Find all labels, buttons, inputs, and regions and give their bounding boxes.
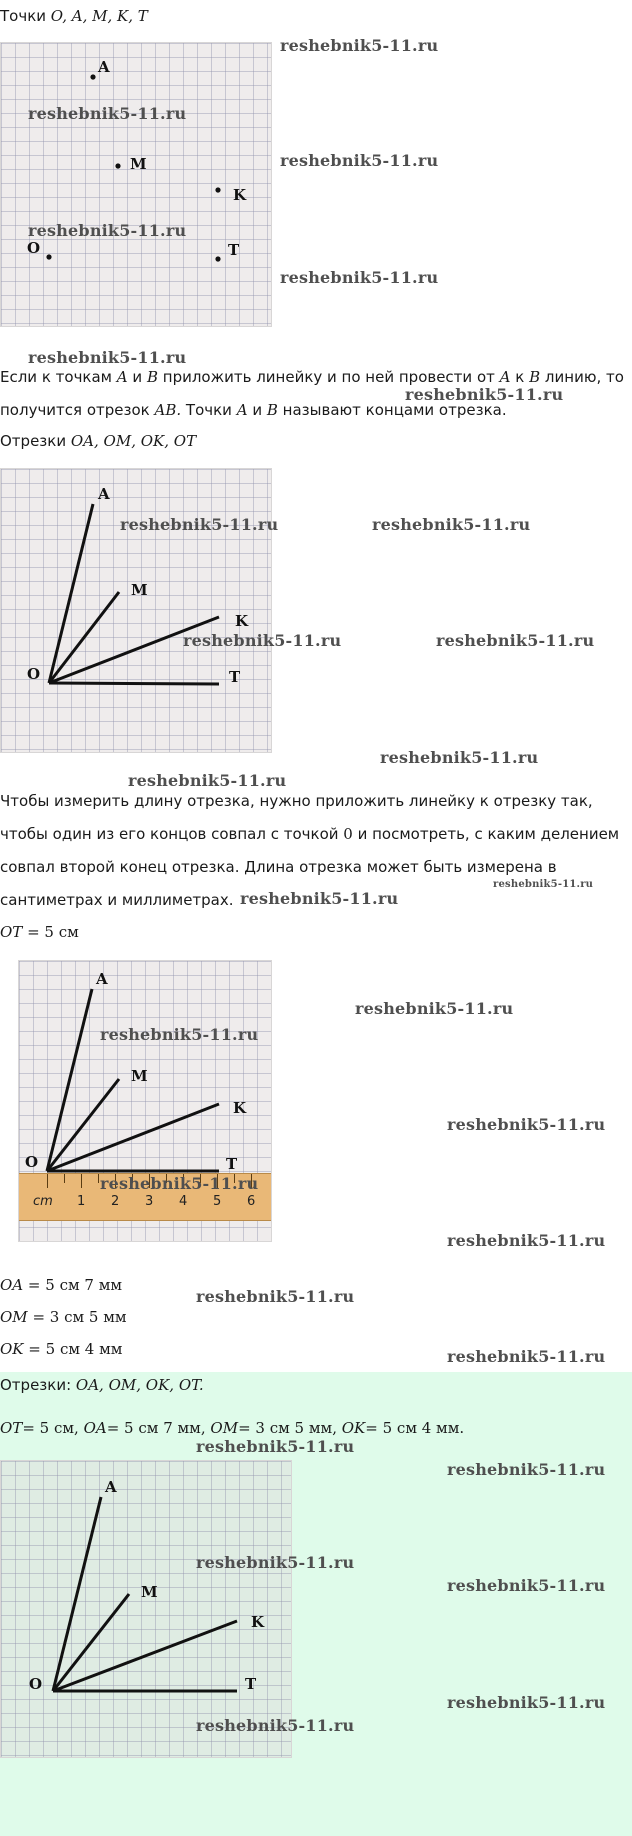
point-m-label: M	[131, 581, 148, 599]
watermark: reshebnik5-11.ru	[493, 879, 594, 890]
text-fragment: OT	[0, 1419, 23, 1437]
text-fragment: чтобы один из его концов совпал с точкой	[0, 825, 339, 843]
point-o-label: O	[25, 1153, 39, 1171]
text-fragment: OT	[0, 923, 23, 941]
text-fragment: = 5 см,	[22, 1419, 79, 1437]
points-figure	[0, 42, 272, 327]
point-t-label: T	[228, 241, 240, 259]
point-m-label: M	[131, 1067, 148, 1085]
watermark: reshebnik5-11.ru	[240, 889, 399, 908]
ruler-tick	[98, 1174, 99, 1183]
watermark: reshebnik5-11.ru	[128, 771, 287, 790]
watermark: reshebnik5-11.ru	[280, 151, 439, 170]
watermark: reshebnik5-11.ru	[196, 1716, 355, 1735]
text-fragment: Точки	[0, 7, 47, 25]
text-fragment: и	[252, 401, 263, 419]
text-fragment: Отрезки	[0, 432, 67, 450]
om-length	[0, 1307, 127, 1327]
oa-length	[0, 1275, 122, 1295]
watermark: reshebnik5-11.ru	[380, 748, 539, 767]
point-k-label: K	[233, 1099, 247, 1117]
ruler-number: 3	[145, 1194, 154, 1209]
point-t-label: T	[229, 668, 241, 686]
text-fragment: и посмотреть, с каким делением	[357, 825, 620, 843]
points-caption	[0, 6, 148, 26]
ruler-unit-label: cm	[33, 1194, 53, 1209]
answer-lengths	[0, 1418, 464, 1438]
text-fragment: OM	[210, 1419, 239, 1437]
point-o-label: O	[27, 665, 41, 683]
text-fragment: Если к точкам	[0, 368, 113, 386]
text-fragment: приложить линейку и по ней провести от	[162, 368, 495, 386]
watermark: reshebnik5-11.ru	[280, 36, 439, 55]
ok-length	[0, 1339, 122, 1359]
ruler-tick	[64, 1174, 65, 1183]
point-a-label: A	[98, 58, 110, 76]
watermark: reshebnik5-11.ru	[447, 1576, 606, 1595]
ruler-number: 6	[247, 1194, 256, 1209]
point-m-label: M	[141, 1583, 158, 1601]
point-k-dot	[215, 187, 220, 192]
measure-text-line-4: сантиметрах и миллиметрах.	[0, 891, 234, 909]
text-fragment: AB.	[154, 401, 182, 419]
answer-figure	[0, 1460, 292, 1758]
text-fragment: = 5 см 7 мм,	[106, 1419, 206, 1437]
text-fragment: A	[499, 368, 511, 386]
segment-definition-line-2	[0, 400, 507, 420]
point-o-label: O	[27, 239, 41, 257]
text-fragment: = 3 см 5 мм,	[238, 1419, 337, 1437]
text-fragment: OA, OM, OK, OT.	[75, 1376, 204, 1394]
point-k-label: K	[235, 612, 249, 630]
text-fragment: OA	[0, 1276, 24, 1294]
text-fragment: = 5 см 4 мм.	[365, 1419, 465, 1437]
point-t-label: T	[245, 1675, 257, 1693]
text-fragment: линию, то	[544, 368, 624, 386]
text-fragment: OK	[341, 1419, 366, 1437]
point-t-label: T	[226, 1155, 238, 1173]
watermark: reshebnik5-11.ru	[372, 515, 531, 534]
text-fragment: B	[146, 368, 158, 386]
watermark: reshebnik5-11.ru	[447, 1693, 606, 1712]
ruler-figure	[18, 960, 272, 1242]
segment-ot	[49, 683, 219, 684]
segment-definition-line-1	[0, 367, 624, 387]
watermark: reshebnik5-11.ru	[355, 999, 514, 1018]
ruler-tick	[47, 1174, 48, 1188]
text-fragment: называют концами отрезка.	[282, 401, 507, 419]
text-fragment: OM	[0, 1308, 28, 1326]
text-fragment: O, A, M, K, T	[50, 7, 148, 25]
watermark: reshebnik5-11.ru	[436, 631, 595, 650]
point-o-dot	[46, 254, 51, 259]
point-m-dot	[115, 163, 120, 168]
point-a-label: A	[105, 1478, 117, 1496]
watermark: reshebnik5-11.ru	[196, 1437, 355, 1456]
watermark: reshebnik5-11.ru	[447, 1460, 606, 1479]
answer-diagram	[1, 1461, 291, 1757]
ruler-tick	[81, 1174, 82, 1188]
text-fragment: 0	[343, 825, 353, 843]
watermark: reshebnik5-11.ru	[447, 1231, 606, 1250]
ruler-number: 2	[111, 1194, 120, 1209]
answer-segments-list	[0, 1375, 204, 1395]
watermark: reshebnik5-11.ru	[196, 1287, 355, 1306]
segments-figure	[0, 468, 272, 753]
measure-text-line-3: совпал второй конец отрезка. Длина отрезка может быть измерена в	[0, 858, 557, 876]
ruler-number: 4	[179, 1194, 188, 1209]
text-fragment: = 5 см 4 мм	[28, 1340, 123, 1358]
text-fragment: OA, OM, OK, OT	[70, 432, 197, 450]
watermark: reshebnik5-11.ru	[183, 631, 342, 650]
watermark: reshebnik5-11.ru	[28, 221, 187, 240]
text-fragment: OA	[83, 1419, 107, 1437]
point-a-dot	[90, 74, 95, 79]
point-k-label: K	[251, 1613, 265, 1631]
watermark: reshebnik5-11.ru	[196, 1553, 355, 1572]
text-fragment: Точки	[185, 401, 232, 419]
watermark: reshebnik5-11.ru	[100, 1174, 259, 1193]
ruler-number: 1	[77, 1194, 86, 1209]
watermark: reshebnik5-11.ru	[28, 348, 187, 367]
text-fragment: = 5 см	[27, 923, 79, 941]
text-fragment: A	[236, 401, 248, 419]
text-fragment: получится отрезок	[0, 401, 150, 419]
point-t-dot	[215, 256, 220, 261]
point-o-label: O	[29, 1675, 43, 1693]
watermark: reshebnik5-11.ru	[280, 268, 439, 287]
text-fragment: B	[266, 401, 278, 419]
text-fragment: A	[116, 368, 128, 386]
text-fragment: OK	[0, 1340, 24, 1358]
point-m-label: M	[130, 155, 147, 173]
watermark: reshebnik5-11.ru	[447, 1115, 606, 1134]
measure-text-line-1: Чтобы измерить длину отрезка, нужно приложить линейку к отрезку так,	[0, 792, 593, 810]
point-k-label: K	[233, 186, 247, 204]
watermark: reshebnik5-11.ru	[447, 1347, 606, 1366]
ot-length	[0, 922, 79, 942]
measure-text-line-2	[0, 824, 619, 844]
text-fragment: B	[529, 368, 541, 386]
point-a-label: A	[96, 970, 108, 988]
text-fragment: Отрезки:	[0, 1376, 72, 1394]
watermark: reshebnik5-11.ru	[28, 104, 187, 123]
point-a-label: A	[98, 485, 110, 503]
text-fragment: и	[132, 368, 143, 386]
watermark: reshebnik5-11.ru	[405, 385, 564, 404]
text-fragment: = 3 см 5 мм	[32, 1308, 127, 1326]
text-fragment: к	[515, 368, 525, 386]
watermark: reshebnik5-11.ru	[100, 1025, 259, 1044]
text-fragment: = 5 см 7 мм	[27, 1276, 123, 1294]
points-diagram	[1, 43, 271, 326]
ruler-number: 5	[213, 1194, 222, 1209]
segments-diagram	[1, 469, 271, 752]
segments-caption	[0, 431, 196, 451]
watermark: reshebnik5-11.ru	[120, 515, 279, 534]
